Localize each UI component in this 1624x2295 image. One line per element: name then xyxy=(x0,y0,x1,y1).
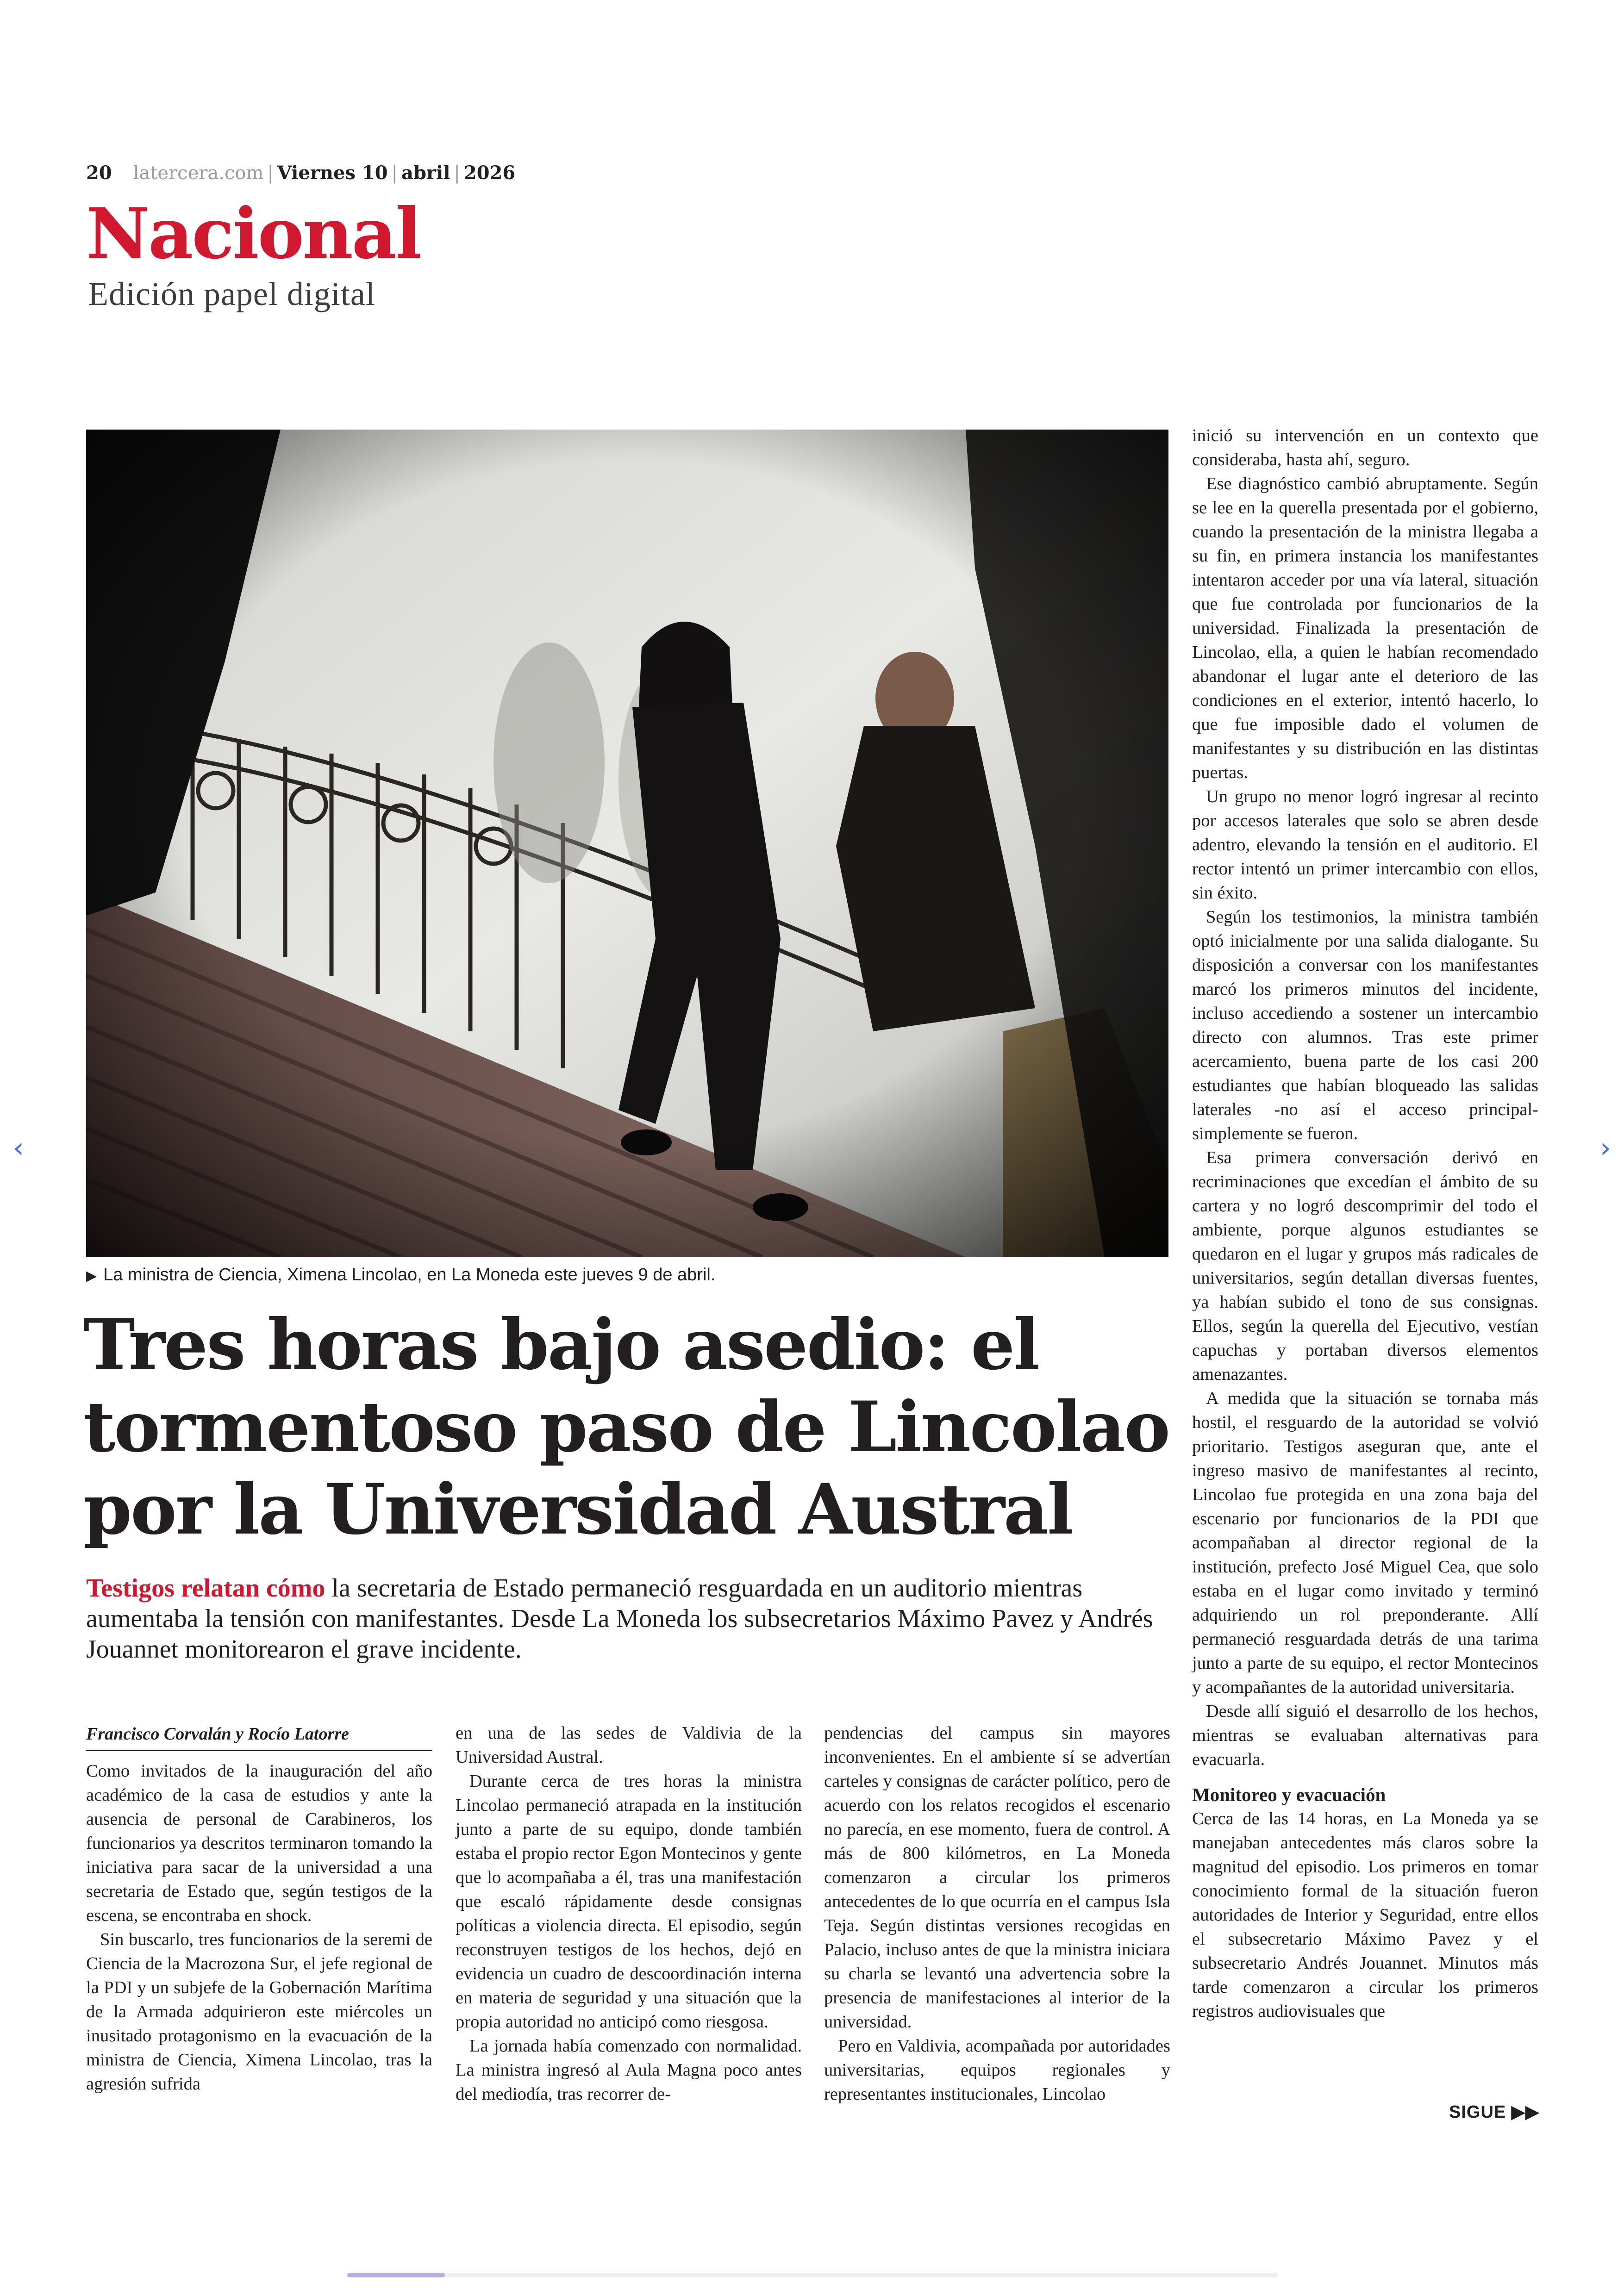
body-paragraph: Cerca de las 14 horas, en La Moneda ya se manejaban antecedentes más claros sobre la magnitud del episodio. Los primeros en tomar conocimiento formal de la situación fueron autoridades de Interior y Seguridad, entre ellos el subsecretario Máximo Pavez y el subsecretario Andrés Jouannet. Minutos más tarde comenzaron a circular los primeros registros audiovisuales que xyxy=(1192,1809,1538,2021)
body-column-4 xyxy=(1192,424,1538,2023)
body-paragraph: La jornada había comenzado con normalidad. La ministra ingresó al Aula Magna poco antes del mediodía, tras recorrer de- xyxy=(456,2036,802,2104)
body-paragraph: inició su intervención en un contexto que consideraba, hasta ahí, seguro. xyxy=(1192,426,1538,469)
chevron-right-icon[interactable]: › xyxy=(1600,1132,1611,1164)
article-standfirst xyxy=(86,1573,1165,1665)
page-progress-fill xyxy=(347,2273,445,2277)
separator: | xyxy=(267,162,274,184)
body-paragraph: Sin buscarlo, tres funcionarios de la seremi de Ciencia de la Macrozona Sur, el jefe regional de la PDI y un subjefe de la Gobernación Marítima de la Armada adquirieron este miércoles un inusitado protagonismo en la evacuación de la ministra de Ciencia, Ximena Lincolao, tras la agresión sufrida xyxy=(86,1930,432,2094)
date-month: abril xyxy=(401,162,450,184)
body-paragraph: Esa primera conversación derivó en recriminaciones que excedían el ámbito de su cartera y no logró descomprimir del todo el ambiente, porque algunos estudiantes se quedaron en el lugar y grupos más radicales de universitarios, según detallan diversas fuentes, ya habían subido el tono de sus consignas. Ellos, según la querella del Ejecutivo, vestían capuchas y portaban diversos elementos amenazantes. xyxy=(1192,1148,1538,1384)
standfirst-text: la secretaria de Estado permaneció resguardada en un auditorio mientras aumentaba la tensión con manifestantes. Desde La Moneda los subsecretarios Máximo Pavez y Andrés Jouannet monitorearon el grave incidente. xyxy=(86,1574,1153,1664)
body-paragraph: en una de las sedes de Valdivia de la Universidad Austral. xyxy=(456,1723,802,1767)
continue-label[interactable]: SIGUE ▶▶ xyxy=(1449,2102,1540,2122)
page-progress-track[interactable] xyxy=(347,2273,1278,2277)
body-paragraph: Desde allí siguió el desarrollo de los hechos, mientras se evaluaban alternativas para evacuarla. xyxy=(1192,1702,1538,1769)
edition-label: Edición papel digital xyxy=(88,275,375,312)
body-paragraph: Durante cerca de tres horas la ministra Lincolao permaneció atrapada en la institución junto a parte de su equipo, donde también estaba el propio rector Egon Montecinos y gente que lo acompañaba a él, tras una manifestación que escaló rápidamente desde consignas políticas a violencia directa. El episodio, según reconstruyen testigos de los hechos, dejó en evidencia un cuadro de descoordinación interna en materia de seguridad y una situación que la propia autoridad no anticipó como riesgosa. xyxy=(456,1771,802,2032)
body-paragraph: Según los testimonios, la ministra también optó inicialmente por una salida dialogante. Su disposición a conversar con los manifestantes marcó los primeros minutos del incidente, incluso accediendo a sostener un intercambio directo con alumnos. Tras este primer acercamiento, buena parte de los casi 200 estudiantes que habían bloqueado las salidas laterales -no así el acceso principal- simplemente se fueron. xyxy=(1192,907,1538,1143)
body-paragraph: Como invitados de la inauguración del año académico de la casa de estudios y ante la ausencia de personal de Carabineros, los funcionarios ya descritos terminaron tomando la iniciativa para sacar de la universidad a una secretaria de Estado que, según testigos de la escena, se encontraba en shock. xyxy=(86,1761,432,1925)
byline-block xyxy=(86,1722,432,1751)
photo-caption xyxy=(86,1265,715,1285)
body-paragraph: Un grupo no menor logró ingresar al recinto por accesos laterales que solo se abren desde adentro, elevando la tensión en el auditorio. El rector intentó un primer intercambio con ellos, sin éxito. xyxy=(1192,787,1538,903)
article-photo xyxy=(86,430,1168,1257)
headline-line: por la Universidad Austral xyxy=(83,1469,1073,1550)
body-column-3 xyxy=(824,1721,1170,2106)
body-paragraph: pendencias del campus sin mayores inconvenientes. En el ambiente sí se advertían carteles y consignas de carácter político, pero de acuerdo con los relatos recogidos el escenario no parecía, en ese momento, fuera de control. A más de 800 kilómetros, en La Moneda comenzaron a circular los primeros antecedentes de lo que ocurría en el campus Isla Teja. Según distintas versiones recogidas en Palacio, incluso antes de que la ministra iniciara su charla se levantó una advertencia sobre la presencia de manifestaciones al interior de la universidad. xyxy=(824,1723,1170,2032)
body-paragraph: Ese diagnóstico cambió abruptamente. Según se lee en la querella presentada por el gobierno, cuando la presentación de la ministra llegaba a su fin, en primera instancia los manifestantes intentaron acceder por una vía lateral, situación que fue controlada por funcionarios de la universidad. Finalizada la presentación de Lincolao, ella, a quien le habían recomendado abandonar el lugar ante el deterioro de las condiciones en el exterior, intentó hacerlo, lo que fue imposible dado el volumen de manifestantes y su distribución en las distintas puertas. xyxy=(1192,474,1538,782)
article-headline xyxy=(83,1303,1176,1551)
date-year: 2026 xyxy=(463,162,516,184)
date-weekday: Viernes 10 xyxy=(277,162,388,184)
body-paragraph: A medida que la situación se tornaba más hostil, el resguardo de la autoridad se volvió prioritario. Testigos aseguran que, ante el ingreso masivo de manifestantes al recinto, Lincolao fue protegida en una zona baja del escenario por funcionarios de la PDI que acompañaban al director regional de la institución, prefecto José Miguel Cea, que solo estaba en el lugar como invitado y terminó adquiriendo un rol preponderante. Allí permaneció resguardada detrás de una tarima junto a parte de su equipo, el rector Montecinos y acompañantes de la autoridad universitaria. xyxy=(1192,1389,1538,1697)
caption-text: La ministra de Ciencia, Ximena Lincolao, en La Moneda este jueves 9 de abril. xyxy=(103,1265,716,1285)
body-column-2 xyxy=(456,1721,802,2106)
page-header xyxy=(86,162,515,184)
caption-arrow-icon: ▶ xyxy=(86,1268,97,1284)
body-paragraph: Pero en Valdivia, acompañada por autoridades universitarias, equipos regionales y representantes institucionales, Lincolao xyxy=(824,2036,1170,2104)
section-subhead: Monitoreo y evacuación xyxy=(1192,1784,1386,1805)
separator: | xyxy=(391,162,398,184)
site-name: latercera.com xyxy=(133,162,264,184)
headline-line: tormentoso paso de Lincolao xyxy=(83,1386,1169,1468)
separator: | xyxy=(454,162,460,184)
standfirst-lead: Testigos relatan cómo xyxy=(86,1574,325,1603)
headline-line: Tres horas bajo asedio: el xyxy=(83,1304,1039,1385)
section-title: Nacional xyxy=(86,193,420,274)
chevron-left-icon[interactable]: ‹ xyxy=(13,1132,24,1164)
page-number: 20 xyxy=(86,162,112,184)
byline: Francisco Corvalán y Rocío Latorre xyxy=(86,1722,432,1751)
body-column-1 xyxy=(86,1759,432,2096)
